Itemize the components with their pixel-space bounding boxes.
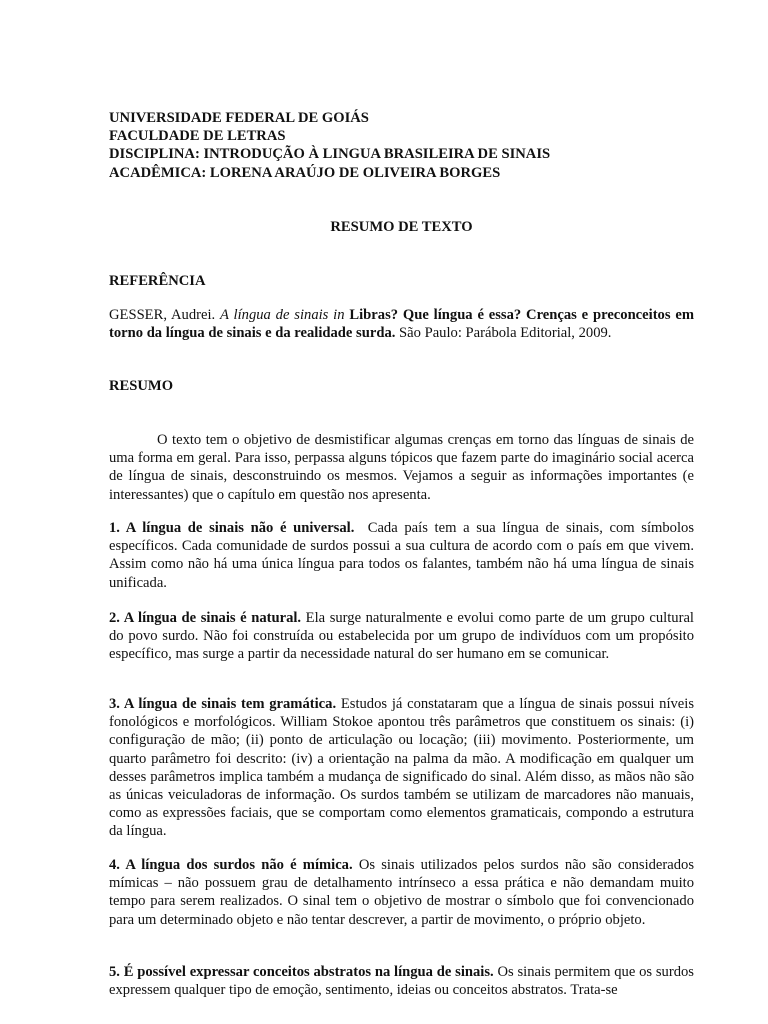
resumo-item-1 (109, 519, 694, 592)
reference-publisher: São Paulo: Parábola Editorial, 2009. (399, 325, 612, 342)
item-title: 5. É possível expressar conceitos abstratos na língua de sinais. (109, 964, 494, 980)
item-text: Os sinais utilizados pelos surdos não são considerados mímicas – não possuem grau de detalhamento intrínseco a essa prática e não demandam muito tempo para serem realizados. O sinal tem o objetivo de mostrar o símbolo que foi convencionado para um determinado objeto e não tentar descrever, a partir de movimento, o próprio objeto. (109, 857, 695, 928)
referencia-heading: REFERÊNCIA (109, 273, 206, 289)
item-text: Os sinais permitem que os surdos expressem qualquer tipo de emoção, sentimento, ideias ou conceitos abstratos. Trata-se (109, 964, 694, 999)
reference-chapter: A língua de sinais in (220, 307, 345, 323)
item-title: 2. A língua de sinais é natural. (109, 610, 302, 626)
resumo-item-2 (109, 609, 694, 664)
resumo-item-5 (109, 963, 694, 999)
resumo-item-3 (109, 695, 694, 841)
reference-author: GESSER, Audrei. (109, 307, 216, 323)
item-text: Cada país tem a sua língua de sinais, com símbolos específicos. Cada comunidade de surdos possui a sua cultura de acordo com o país em que vivem. Assim como não há uma única língua para todos os falantes, também não há uma língua de sinais unificada. (109, 520, 695, 591)
item-title: 1. A língua de sinais não é universal. (109, 520, 355, 536)
item-title: 3. A língua de sinais tem gramática. (109, 696, 337, 712)
header-faculty: FACULDADE DE LETRAS (109, 128, 286, 145)
resumo-intro: O texto tem o objetivo de desmistificar algumas crenças em torno das línguas de sinais de uma forma em geral. Para isso, perpassa alguns tópicos que fazem parte do imaginário social acerca de língua de sinais, desconstruindo os mesmos. Vejamos a seguir as informações importantes (e interessantes) que o capítulo em questão nos apresenta. (109, 432, 694, 503)
header-discipline: DISCIPLINA: INTRODUÇÃO À LINGUA BRASILEIRA DE SINAIS (109, 146, 551, 163)
header-student: ACADÊMICA: LORENA ARAÚJO DE OLIVEIRA BORGES (109, 164, 501, 181)
resumo-heading: RESUMO (109, 378, 174, 394)
reference-book-title: Libras? Que língua é essa? Crenças e preconceitos em torno da língua de sinais e da realidade surda. (109, 307, 695, 342)
reference-citation (109, 306, 694, 342)
resumo-item-4 (109, 856, 694, 929)
document-title: RESUMO DE TEXTO (330, 219, 473, 235)
document-header (109, 109, 550, 182)
item-text: Estudos já constataram que a língua de sinais possui níveis fonológicos e morfológicos. William Stokoe apontou três parâmetros que constituem os sinais: (i) configuração de mão; (ii) ponto de articulação ou locação; (iii) movimento. Posteriormente, um quarto parâmetro foi descrito: (iv) a orientação na palma da mão. A modificação em qualquer um desses parâmetros implica também a mudança de significado do sinal. Além disso, as mãos não são as únicas veiculadoras de informação. Os surdos também se utilizam de marcadores não manuais, como as expressões faciais, que se comportam como elementos gramaticais, compondo a estrutura da língua. (109, 696, 695, 840)
header-university: UNIVERSIDADE FEDERAL DE GOIÁS (109, 110, 369, 126)
item-title: 4. A língua dos surdos não é mímica. (109, 857, 353, 873)
item-text: Ela surge naturalmente e evolui como parte de um grupo cultural do povo surdo. Não foi construída ou estabelecida por um grupo de indivíduos com um propósito específico, mas surge a partir da necessidade natural do ser humano em se comunicar. (109, 610, 694, 663)
